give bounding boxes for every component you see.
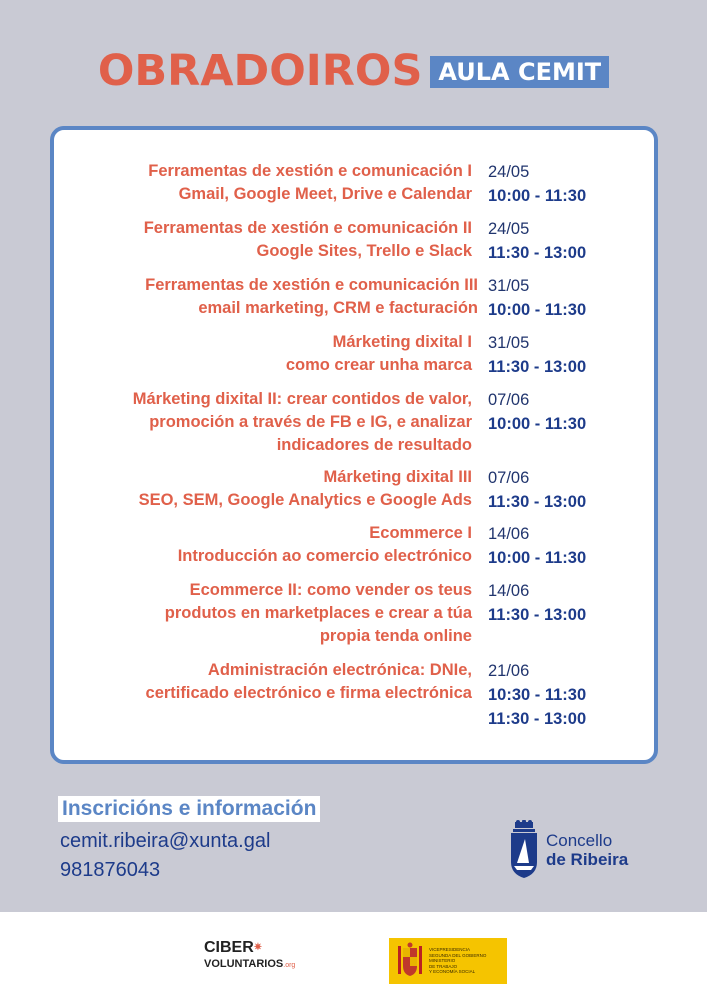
session-time: 10:00 - 11:30	[488, 187, 587, 205]
session-title-line: Gmail, Google Meet, Drive e Calendar	[178, 185, 472, 203]
ministerio-line: SEGUNDA DEL GOBIERNO	[429, 952, 487, 958]
session-title-line: email marketing, CRM e facturación	[198, 299, 478, 317]
session-title	[178, 522, 472, 568]
session-schedule	[488, 579, 586, 627]
session-item	[54, 579, 654, 645]
session-title-line: Google Sites, Trello e Slack	[256, 242, 472, 260]
session-item	[54, 331, 654, 391]
coat-of-arms-icon	[395, 942, 425, 980]
session-date: 21/06	[488, 662, 530, 680]
contact-email[interactable]: cemit.ribeira@xunta.gal	[60, 830, 271, 852]
concello-line: de Ribeira	[546, 850, 629, 869]
session-title-line: como crear unha marca	[285, 356, 472, 374]
ministerio-line: DE TRABAJO	[429, 963, 458, 969]
session-schedule	[488, 217, 586, 265]
title-tag: AULA CEMIT	[430, 56, 609, 88]
ciber-line: CIBER	[204, 939, 254, 956]
session-date: 24/05	[488, 220, 530, 238]
session-title	[286, 331, 472, 377]
session-date: 07/06	[488, 469, 530, 487]
title-main: OBRADOIROS	[97, 46, 423, 96]
concello-ribeira-logo	[508, 820, 628, 880]
spark-icon: ✷	[253, 942, 263, 953]
session-date: 07/06	[488, 391, 530, 409]
session-date: 31/05	[488, 334, 530, 352]
session-date: 14/06	[488, 525, 530, 543]
session-schedule	[488, 274, 586, 322]
session-title	[146, 659, 472, 705]
session-title-line: Administración electrónica: DNIe,	[207, 661, 472, 679]
concello-name	[546, 831, 628, 869]
contact-phone[interactable]: 981876043	[60, 859, 161, 881]
session-item	[54, 217, 654, 277]
session-time: 11:30 - 13:00	[488, 244, 587, 262]
session-item	[54, 522, 654, 582]
cibervoluntarios-logo	[204, 940, 295, 974]
ministerio-line: Y ECONOMÍA SOCIAL	[429, 969, 476, 975]
ciber-line: VOLUNTARIOS	[204, 958, 284, 970]
session-date: 14/06	[488, 582, 530, 600]
session-time: 10:30 - 11:30	[488, 686, 587, 704]
session-item	[54, 160, 654, 220]
contact-block	[58, 796, 320, 882]
session-time: 10:00 - 11:30	[488, 301, 587, 319]
session-title	[148, 160, 472, 206]
session-date: 24/05	[488, 163, 530, 181]
session-schedule	[488, 522, 586, 570]
contact-heading: Inscricións e información	[58, 796, 320, 822]
session-schedule	[488, 160, 586, 208]
session-time: 11:30 - 13:00	[488, 358, 587, 376]
session-title-line: Ecommerce I	[369, 524, 472, 542]
ministerio-line: VICEPRESIDENCIA	[429, 947, 471, 953]
session-schedule	[488, 331, 586, 379]
ministerio-line: MINISTERIO	[429, 958, 456, 964]
session-title-line: Ferramentas de xestión e comunicación II	[143, 219, 472, 237]
session-item	[54, 659, 654, 728]
session-title-line: produtos en marketplaces e crear a túa	[164, 604, 472, 622]
session-title-line: Márketing dixital III	[323, 468, 472, 486]
session-title-line: Márketing dixital I	[332, 333, 472, 351]
session-time: 11:30 - 13:00	[488, 606, 587, 624]
session-item	[54, 388, 654, 454]
concello-line: Concello	[546, 831, 613, 850]
session-title-line: Ecommerce II: como vender os teus	[189, 581, 472, 599]
session-title-line: Ferramentas de xestión e comunicación III	[145, 276, 478, 294]
session-schedule	[488, 659, 586, 731]
session-title-line: indicadores de resultado	[276, 436, 472, 454]
schedule-card	[50, 126, 658, 764]
session-time: 10:00 - 11:30	[488, 549, 587, 567]
concello-shield-icon	[508, 820, 540, 880]
session-title-line: propia tenda online	[319, 627, 472, 645]
session-title-line: Introducción ao comercio electrónico	[177, 547, 472, 565]
ministerio-logo	[389, 938, 507, 984]
session-item	[54, 466, 654, 526]
session-title-line: certificado electrónico e firma electrónica	[145, 684, 472, 702]
session-title	[145, 274, 478, 320]
session-date: 31/05	[488, 277, 530, 295]
footer	[0, 912, 707, 1000]
page-title	[0, 46, 707, 96]
session-time: 11:30 - 13:00	[488, 493, 587, 511]
session-title	[165, 579, 472, 648]
session-time: 11:30 - 13:00	[488, 710, 587, 728]
session-item	[54, 274, 654, 334]
ministerio-text	[429, 947, 486, 975]
session-title	[133, 388, 472, 457]
ciber-suffix: .org	[283, 962, 296, 969]
session-schedule	[488, 388, 586, 436]
session-time: 10:00 - 11:30	[488, 415, 587, 433]
session-title	[144, 217, 472, 263]
session-schedule	[488, 466, 586, 514]
session-title-line: SEO, SEM, Google Analytics e Google Ads	[138, 491, 472, 509]
session-title-line: Ferramentas de xestión e comunicación I	[148, 162, 472, 180]
session-title	[139, 466, 472, 512]
session-title-line: promoción a través de FB e IG, e analizar	[149, 413, 472, 431]
session-title-line: Márketing dixital II: crear contidos de valor,	[132, 390, 472, 408]
